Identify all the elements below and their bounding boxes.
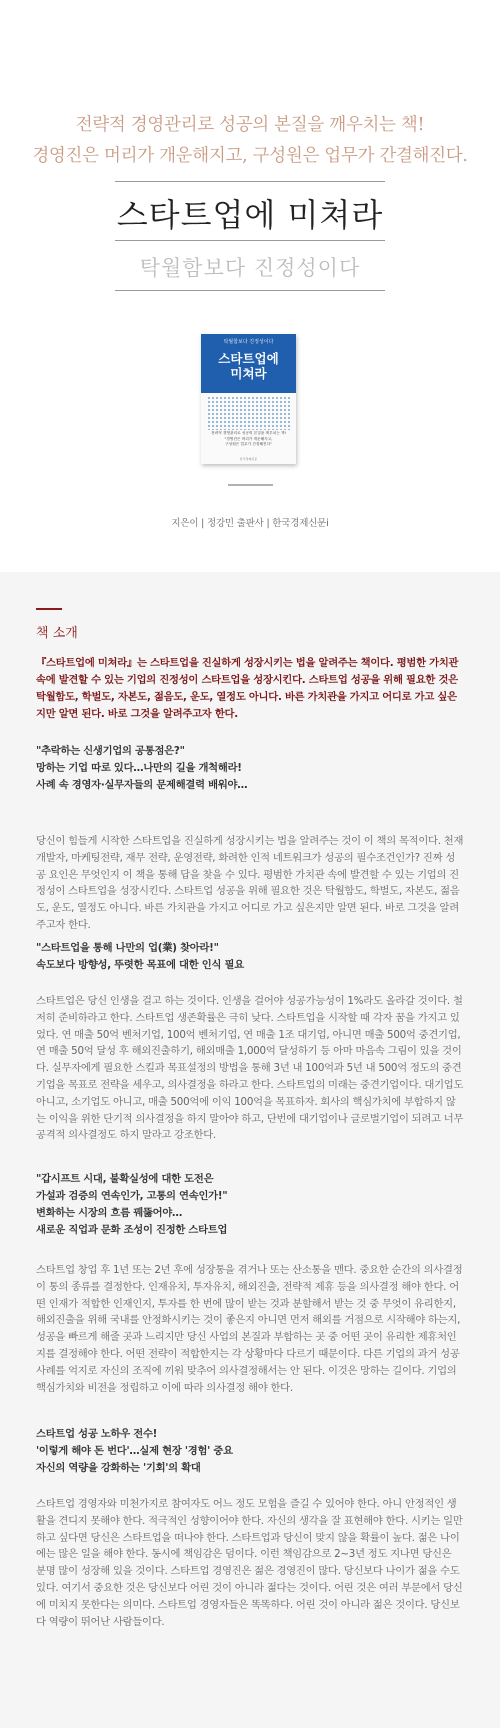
headline-3-line: 가설과 검증의 연속인가, 고통의 연속인가!" (36, 1190, 228, 1202)
headline-2-line: "스타트업을 통해 나만의 업(業) 찾아라!" (36, 942, 219, 954)
headline-4-line: 스타트업 성공 노하우 전수! (36, 1428, 158, 1440)
headline-1-line: 망하는 기업 따로 있다…나만의 길을 개척해라! (36, 762, 242, 774)
title-bottom-divider (115, 240, 385, 241)
section-title: 책 소개 (36, 626, 78, 641)
section-accent-line (36, 608, 62, 610)
headline-3 (36, 1171, 464, 1239)
headline-3-line: 새로운 직업과 문화 조성이 진정한 스타트업 (36, 1224, 228, 1236)
book-credits: 지은이 | 정강민 출판사 | 한국경제신문i (171, 518, 329, 529)
headline-3-line: "갑시프트 시대, 불확실성에 대한 도전은 (36, 1173, 214, 1185)
body-paragraph-4: 스타트업 경영자와 미천가지로 참여자도 어느 정도 모험을 즐길 수 있어야 한다. 아니 안정적인 생활을 견디지 못해야 한다. 적극적인 성향이어야 한다. 자신의 생각을 잘 표현해야 한다. 시키는 일만 하고 싶다면 당신은 스타트업을 떠나야 한다. 스타트업과 당신이 맞지 않을 확률이 높다. 젊은 나이에는 많은 일을 해야 한다. 동시에 책임감은 덤이다. 이런 책임감으로 2~3년 정도 지나면 당신은 분명 많이 성장해 있을 것이다. 스타트업 경영진은 젊은 경영진이 많다. 당신보다 나이가 젊을 수도 있다. 여기서 중요한 것은 당신보다 어린 것이 아니라 젊다는 것이다. 어린 것은 여러 부문에서 당신에 미치지 못한다는 의미다. 스타트업 경영자들은 똑똑하다. 어린 것이 아니라 젊은 것이다. 당신보다 역량이 뛰어난 사람들이다. (36, 1498, 463, 1628)
headline-1-line: 사례 속 경영자·실무자들의 문제해결력 배워야… (36, 779, 248, 791)
cover-divider (228, 484, 273, 486)
book-cover-band (201, 334, 296, 393)
tagline-line-1: 전략적 경영관리로 성공의 본질을 깨우치는 책! (75, 115, 425, 135)
book-cover-title-line-1: 스타트업에 (218, 351, 279, 366)
subtitle-divider (115, 290, 385, 291)
headline-2-line: 속도보다 방향성, 뚜렷한 목표에 대한 인식 필요 (36, 959, 244, 971)
book-cover-dot-pattern (207, 396, 290, 430)
tagline-line-2: 경영진은 머리가 개운해지고, 구성원은 업무가 간결해진다. (32, 146, 468, 166)
body-paragraph-3: 스타트업 창업 후 1년 또는 2년 후에 성장통을 겪거나 또는 산소통을 맨다. 중요한 순간의 의사결정이 통의 종류를 결정한다. 인재유치, 투자유치, 해외진출, 전략적 제휴 등을 의사결정 해야 한다. 어떤 인재가 적합한 인재인지, 투자를 한 번에 많이 받는 것과 분할해서 받는 것 중 무엇이 유리한지, 해외진출을 위해 국내를 안정화시키는 것이 좋은지 아니면 먼저 해외를 거점으로 시작해야 하는지, 성공을 빠르게 해줄 곳과 느리지만 당신 사업의 본질과 부합하는 곳 중 어떤 곳이 유리한 제휴처인지를 결정해야 한다. 어떤 전략이 적합한지는 각 상황마다 다르기 때문이다. 다른 기업의 과거 성공사례를 억지로 자신의 조직에 끼워 맞추어 의사결정해서는 안 된다. 이것은 망하는 길이다. 기업의 핵심가치와 비전을 정립하고 이에 따라 의사결정 해야 한다. (36, 1264, 463, 1394)
book-cover-blurb (205, 431, 292, 448)
book-header-area (0, 0, 500, 572)
body-paragraph-2: 스타트업은 당신 인생을 걸고 하는 것이다. 인생을 걸어야 성공가능성이 1%라도 올라갈 것이다. 철저히 준비하라고 한다. 스타트업 생존확률은 극히 낮다. 스타트업을 시작할 때 각자 꿈을 가지고 있었다. 연 매출 50억 벤처기업, 100억 벤처기업, 연 매출 1조 대기업, 아니면 매출 500억 중견기업, 연 매출 50억 달성 후 해외진출하기, 해외매출 1,000억 달성하기 등 아마 마음속 그림이 있을 것이다. 실무자에게 필요한 스킬과 목표설정의 방법을 통해 3년 내 100억과 5년 내 500억 정도의 중견기업을 목표로 전략을 세우고, 의사결정을 하라고 한다. 스타트업의 미래는 중견기업이다. 대기업도 아니고, 소기업도 아니고, 매출 500억에 이익 100억을 목표하자. 회사의 핵심가치에 부합하지 않는 이익을 위한 단기적 의사결정을 하지 말아야 하고, 단번에 대기업이나 글로벌기업이 되려고 너무 공격적 의사결정도 하지 말라고 강조한다. (36, 995, 464, 1142)
headline-3-line: 변화하는 시장의 흐름 꿰뚫어야… (36, 1207, 183, 1219)
headline-4-line: 자신의 역량을 강화하는 '기회'의 확대 (36, 1462, 201, 1474)
headline-1-line: "추락하는 신생기업의 공통점은?" (36, 745, 185, 757)
book-cover-publisher: 한국경제신문 (239, 457, 258, 461)
book-cover-title (201, 351, 296, 381)
book-title: 스타트업에 미쳐라 (116, 196, 384, 234)
headline-1 (36, 743, 464, 794)
book-cover-blurb-1: 전략적 경영관리로 성공의 본질을 깨우치는 책! (210, 431, 287, 435)
body-paragraph-1: 당신이 힘들게 시작한 스타트업을 진실하게 성장시키는 법을 알려주는 것이 이 책의 목적이다. 천재개발자, 마케팅전략, 재무 전략, 운영전략, 화려한 인적 네트워크가 성공의 필수조건인가? 진짜 성공 요인은 무엇인지 이 책을 통해 답을 찾을 수 있다. 평범한 가치관 속에 발견할 수 있는 기업의 진정성이 스타트업을 성장시킨다. 스타트업 성공을 위해 필요한 것은 탁월함도, 학벌도, 자본도, 젊음도, 운도, 열정도 아니다. 바른 가치관을 가지고 어디로 가고 싶은지만 알면 된다. 바로 그것을 알려주고자 한다. (36, 835, 464, 931)
book-cover-title-line-2: 미쳐라 (230, 366, 267, 381)
book-subtitle: 탁월함보다 진정성이다 (139, 256, 361, 280)
intro-paragraph: 『스타트업에 미쳐라』는 스타트업을 진실하게 성장시키는 법을 알려주는 책이다. 평범한 가치관 속에 발견할 수 있는 기업의 진정성이 스타트업을 성장시킨다. 스타트업 성공을 위해 필요한 것은 탁월함도, 학벌도, 자본도, 젊음도, 운도, 열정도 아니다. 바른 가치관을 가지고 어디로 가고 싶은지만 알면 된다. 바로 그것을 알려주고자 한다. (36, 657, 459, 720)
book-cover-blurb-3: 구성원은 업무가 간결해진다" (225, 442, 272, 447)
headline-4 (36, 1426, 464, 1477)
headline-4-line: '이렇게 해야 돈 번다'…실제 현장 '경험' 중요 (36, 1445, 233, 1457)
book-cover-top-text: 탁월함보다 진정성이다 (223, 339, 274, 345)
headline-2 (36, 940, 464, 974)
book-cover-blurb-2: "경영진은 머리가 개운해지고, (224, 436, 273, 441)
book-cover-image (201, 334, 296, 464)
title-top-divider (115, 181, 385, 182)
